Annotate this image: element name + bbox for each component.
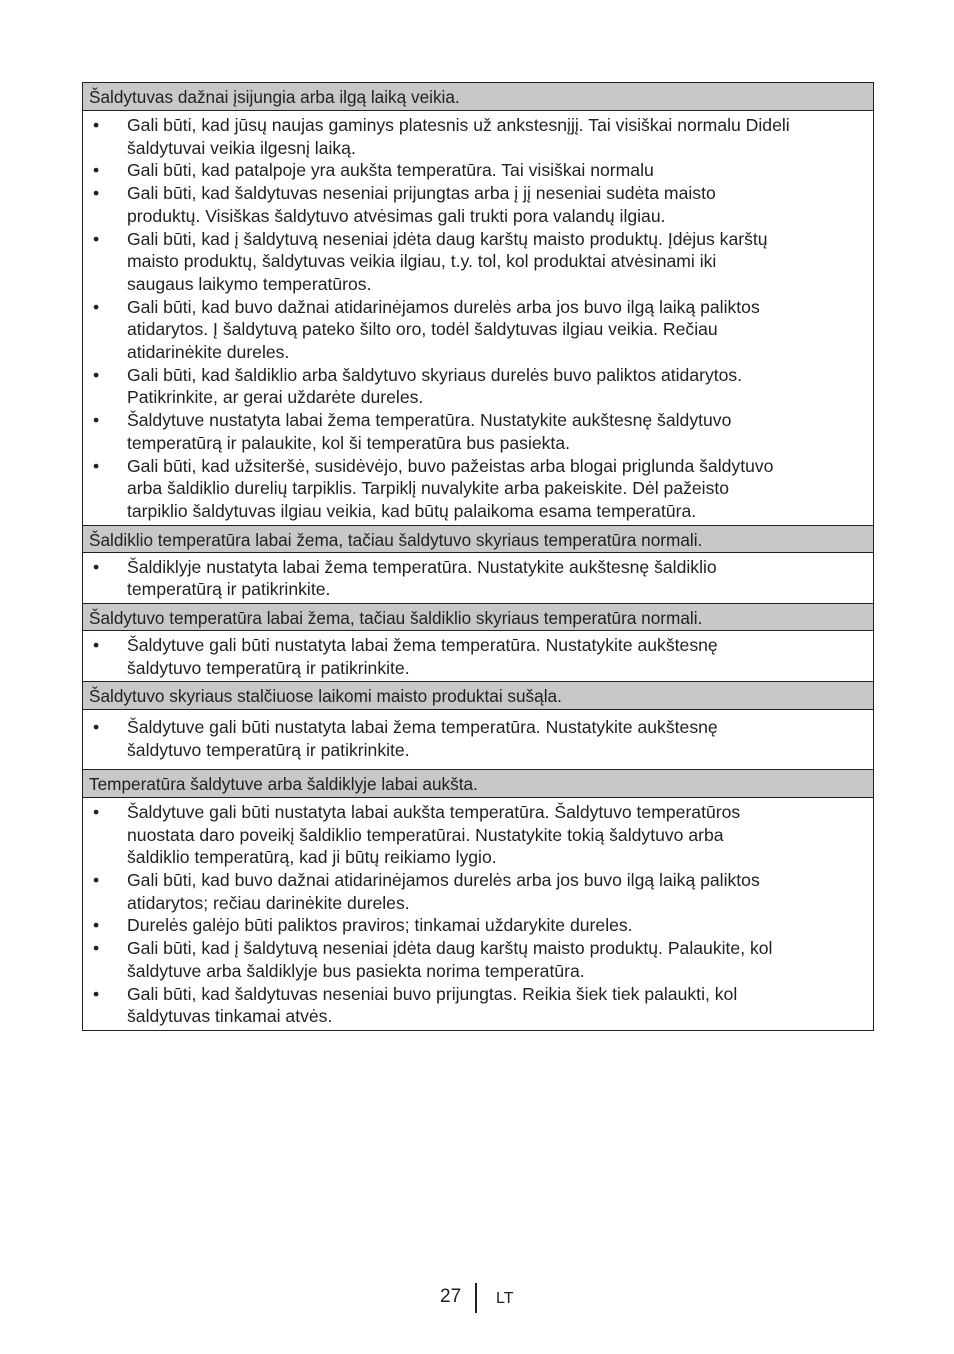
list-item: • Šaldytuve gali būti nustatyta labai žema temperatūra. Nustatykite aukštesnę šaldytuvo temperatūrą ir patikrinkite.: [93, 717, 718, 761]
bullet-icon: •: [93, 556, 100, 577]
bullet-icon: •: [93, 915, 100, 936]
list-item: • Durelės galėjo būti paliktos praviros; tinkamai uždarykite dureles.: [93, 915, 633, 936]
list-item: • Gali būti, kad šaldiklio arba šaldytuvo skyriaus durelės buvo paliktos atidarytos. Patikrinkite, ar gerai uždarėte dureles.: [93, 364, 743, 408]
list-item: • Šaldytuve gali būti nustatyta labai aukšta temperatūra. Šaldytuvo temperatūros nuostata daro poveikį šaldiklio temperatūrai. Nustatykite tokią šaldytuvo arba šaldiklio temperatūrą, kad ji būtų reikiamo lygio.: [93, 801, 741, 868]
bullet-icon: •: [93, 717, 100, 738]
bullet-icon: •: [93, 801, 100, 822]
bullet-icon: •: [93, 364, 100, 385]
list-item: • Gali būti, kad užsiteršė, susidėvėjo, buvo pažeistas arba blogai priglunda šaldytuvo arba šaldiklio durelių tarpiklis. Tarpiklį nuvalykite arba pakeiskite. Dėl pažeisto tarpiklio šaldytuvas ilgiau veikia, kad būtų palaikoma esama temperatūra.: [93, 455, 774, 521]
list-item: • Gali būti, kad į šaldytuvą neseniai įdėta daug karštų maisto produktų. Įdėjus karštų maisto produktų, šaldytuvas veikia ilgiau, t.y. tol, kol produktai atvėsinami iki saugaus laikymo temperatūros.: [93, 228, 768, 294]
bullet-icon: •: [93, 296, 100, 317]
page-number: 27: [440, 1286, 462, 1307]
section-body: [83, 798, 873, 1030]
list-item: • Gali būti, kad jūsų naujas gaminys platesnis už ankstesnįjį. Tai visiškai normalu Dideli šaldytuvai veikia ilgesnį laiką.: [93, 115, 790, 158]
list-item: • Gali būti, kad šaldytuvas neseniai prijungtas arba į jį neseniai sudėta maisto produktų. Visiškas šaldytuvo atvėsimas gali trukti pora valandų ilgiau.: [93, 183, 716, 226]
footer-divider: [475, 1283, 477, 1313]
language-code: LT: [496, 1290, 514, 1307]
section-body: [83, 710, 873, 768]
bullet-icon: •: [93, 455, 100, 476]
troubleshooting-table: [82, 82, 874, 1031]
list-item: • Gali būti, kad šaldytuvas neseniai buvo prijungtas. Reikia šiek tiek palaukti, kol šaldytuvas tinkamai atvės.: [93, 983, 738, 1027]
bullet-icon: •: [93, 183, 100, 204]
list-item: • Gali būti, kad buvo dažnai atidarinėjamos durelės arba jos buvo ilgą laiką paliktos atidarytos. Į šaldytuvą pateko šilto oro, todėl šaldytuvas ilgiau veikia. Rečiau atidarinėkite dureles.: [93, 296, 760, 363]
bullet-icon: •: [93, 410, 100, 431]
list-item: • Šaldiklyje nustatyta labai žema temperatūra. Nustatykite aukštesnę šaldiklio temperatūrą ir patikrinkite.: [93, 556, 717, 600]
list-item: • Šaldytuve gali būti nustatyta labai žema temperatūra. Nustatykite aukštesnę šaldytuvo temperatūrą ir patikrinkite.: [93, 635, 718, 678]
section-header: Temperatūra šaldytuve arba šaldiklyje labai aukšta.: [83, 769, 873, 798]
section-header: Šaldytuvo temperatūra labai žema, tačiau šaldiklio skyriaus temperatūra normali.: [83, 603, 873, 631]
list-item: • Gali būti, kad buvo dažnai atidarinėjamos durelės arba jos buvo ilgą laiką paliktos atidarytos; rečiau darinėkite dureles.: [93, 869, 760, 913]
bullet-icon: •: [93, 983, 100, 1004]
bullet-icon: •: [93, 938, 100, 959]
bullet-icon: •: [93, 635, 100, 656]
section-body: [83, 553, 873, 603]
section-body: [83, 631, 873, 681]
list-item: • Šaldytuve nustatyta labai žema temperatūra. Nustatykite aukštesnę šaldytuvo temperatūrą ir palaukite, kol ši temperatūra bus pasiekta.: [93, 410, 732, 453]
bullet-icon: •: [93, 160, 100, 181]
list-item: • Gali būti, kad patalpoje yra aukšta temperatūra. Tai visiškai normalu: [93, 160, 654, 181]
section-body: [83, 111, 873, 525]
list-item: • Gali būti, kad į šaldytuvą neseniai įdėta daug karštų maisto produktų. Palaukite, kol šaldytuve arba šaldiklyje bus pasiekta norima temperatūra.: [93, 938, 773, 981]
section-header: Šaldiklio temperatūra labai žema, tačiau šaldytuvo skyriaus temperatūra normali.: [83, 525, 873, 553]
bullet-icon: •: [93, 115, 100, 135]
bullet-icon: •: [93, 869, 100, 890]
section-header: Šaldytuvas dažnai įsijungia arba ilgą laiką veikia.: [83, 82, 873, 111]
bullet-icon: •: [93, 228, 100, 249]
section-header: Šaldytuvo skyriaus stalčiuose laikomi maisto produktai sušąla.: [83, 681, 873, 710]
